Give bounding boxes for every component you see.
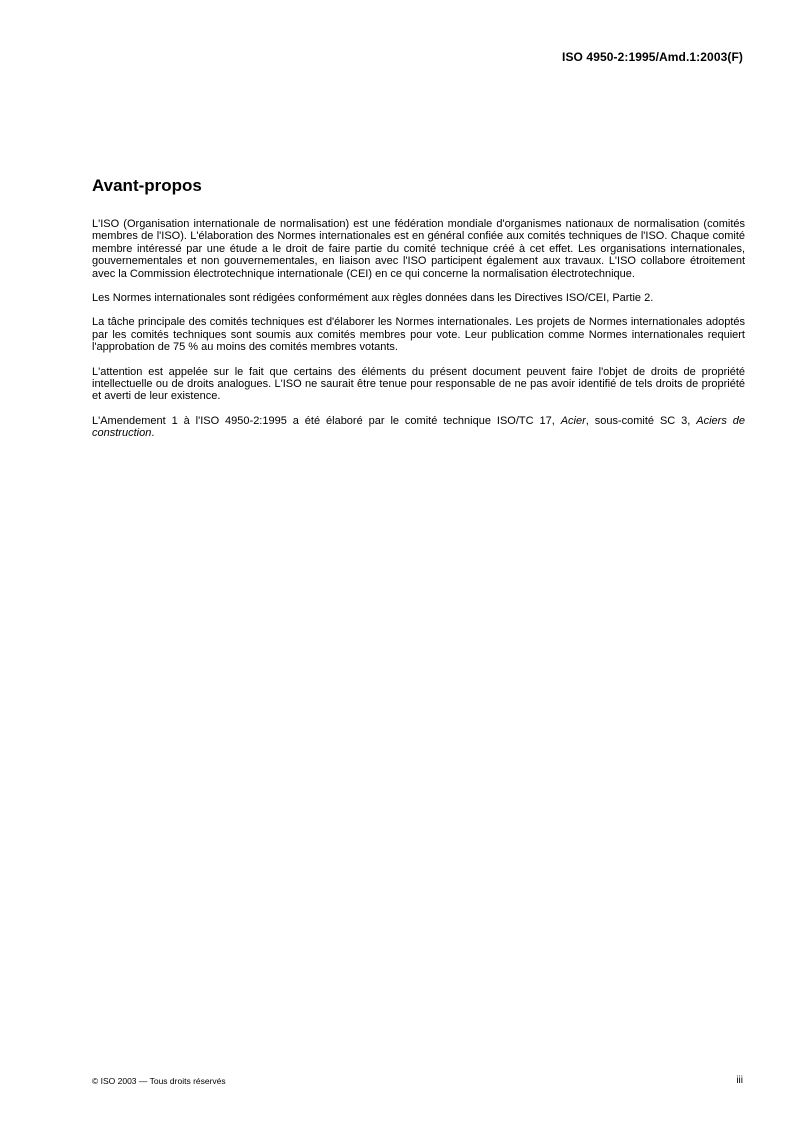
page-title: Avant-propos [92,176,202,195]
foreword-paragraph-3: La tâche principale des comités techniques est d'élaborer les Normes internationales. Les projets de Normes internationales adoptés par les comités techniques sont soumis aux comités membres pour vote. Leur publication comme Normes internationales requiert l'approbation de 75 % au moins des comités membres votants. [92,316,745,354]
foreword-paragraph-4: L'attention est appelée sur le fait que certains des éléments du présent document peuvent faire l'objet de droits de propriété intellectuelle ou de droits analogues. L'ISO ne saurait être tenue pour responsable de ne pas avoir identifié de tels droits de propriété et averti de leur existence. [92,365,745,403]
foreword-paragraph-1: L'ISO (Organisation internationale de normalisation) est une fédération mondiale d'organismes nationaux de normalisation (comités membres de l'ISO). L'élaboration des Normes internationales est en général confiée aux comités techniques de l'ISO. Chaque comité membre intéressé par une étude a le droit de faire partie du comité technique créé à cet effet. Les organisations internationales, gouvernementales et non gouvernementales, en liaison avec l'ISO participent également aux travaux. L'ISO collabore étroitement avec la Commission électrotechnique internationale (CEI) en ce qui concerne la normalisation électrotechnique. [92,218,745,280]
page-number: iii [736,1075,743,1086]
committee-name: Acier [560,414,586,427]
foreword-section [92,176,745,452]
footer-copyright: © ISO 2003 — Tous droits réservés [92,1076,226,1086]
foreword-paragraph-5 [92,415,745,440]
document-reference: ISO 4950-2:1995/Amd.1:2003(F) [562,50,743,64]
foreword-paragraph-2: Les Normes internationales sont rédigées conformément aux règles données dans les Directives ISO/CEI, Partie 2. [92,292,654,305]
para5-text-end: . [151,427,155,440]
subcommittee-name: Aciers de construction [92,414,745,440]
para5-text-before: L'Amendement 1 à l'ISO 4950-2:1995 a été élaboré par le comité technique ISO/TC 17, [92,414,561,427]
para5-text-middle: , sous-comité SC 3, [585,414,697,427]
